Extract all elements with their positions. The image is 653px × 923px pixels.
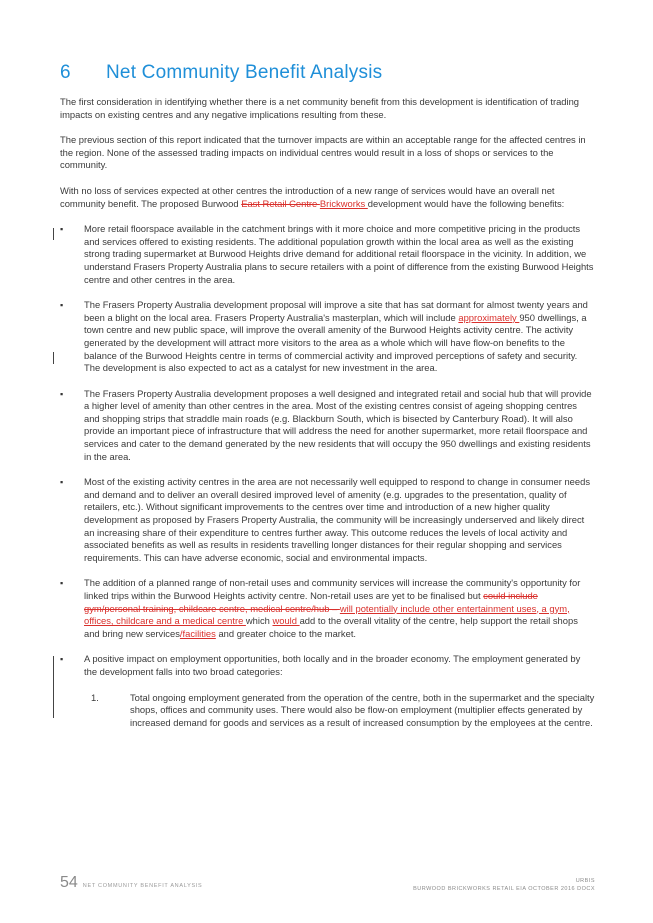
footer-left — [60, 874, 202, 892]
benefits-list — [60, 223, 595, 729]
inserted-text: will potentially include other entertainment uses, a gym, offices, childcare and a medical centre — [84, 602, 570, 627]
footer-document-ref: BURWOOD BRICKWORKS RETAIL EIA OCTOBER 2016 DOCX — [413, 886, 595, 892]
section-title: Net Community Benefit Analysis — [106, 62, 383, 83]
deleted-text: East Retail Centre — [241, 197, 320, 209]
list-item: ▪ A positive impact on employment opportunities, both locally and in the broader economy. The employment generated by the development falls into two broad categories: 1. Total ongoing employment generated from the operation of the centre, both in the supermarket and the specialty shops, offices and community uses. There would also be flow-on employment (multiplier effects generated by increased demand for goods and services as a result of increased consumption by the employees at the centre. — [60, 653, 595, 729]
footer-right — [413, 877, 595, 893]
list-item: ▪ The Frasers Property Australia development proposal will improve a site that has sat dormant for almost twenty years and been a blight on the local area. Frasers Property Australia's masterplan, which will include approximately 950 dwellings, a town centre and new public space, will improve the overall amenity of the Burwood Heights activity centre. The activity generated by the development will attract more visitors to the area as a whole which will have flow-on benefits to the balance of the Burwood Heights centre in terms of commercial activity and improved perceptions of safety and security. The development is also expected to act as a catalyst for new investment in the area. — [60, 299, 595, 375]
turnover-paragraph: The previous section of this report indicated that the turnover impacts are within an acceptable range for the affected centres in the region. None of the assessed trading impacts on individual centres would result in a loss of shops or services to the community. — [60, 134, 586, 171]
list-item: ▪ The Frasers Property Australia development proposes a well designed and integrated retail and social hub that will provide a higher level of amenity than other centres in the area. Most of the existing centres consist of ageing shopping centres and shopping strips that straddle main roads (e.g. Blackburn South, which is bisected by Canterbury Road). It will also provide an important piece of infrastructure that will address the need for another supermarket, more retail floorspace and services and cater to the demand generated by the new residents that will occupy the 950 dwellings and existing residents in the area. — [60, 388, 595, 464]
benefits-intro-paragraph: With no loss of services expected at other centres the introduction of a new range of services would have an overall net community benefit. The proposed Burwood East Retail Centre Brickworks development would have the following benefits: — [60, 184, 565, 209]
page-body — [60, 96, 595, 742]
list-item: ▪ The addition of a planned range of non-retail uses and community services will increase the community's opportunity for linked trips within the Burwood Heights activity centre. Non-retail uses are yet to be finalised but could include gym/personal training, childcare centre, medical centre/hub – will potentially include other entertainment uses, a gym, offices, childcare and a medical centre which would add to the overall vitality of the centre, help support the retail shops and bring new services/facilities and greater choice to the market. — [60, 577, 595, 640]
employment-categories — [84, 692, 595, 730]
section-heading — [60, 62, 382, 84]
numbered-item: 1. Total ongoing employment generated from the operation of the centre, both in the supermarket and the specialty shops, offices and community uses. There would also be flow-on employment (multiplier effects generated by increased demand for goods and services as a result of increased consumption by the employees at the centre. — [91, 691, 595, 728]
deleted-text: could include gym/personal training, childcare centre, medical centre/hub – — [84, 590, 538, 614]
inserted-text: would — [272, 615, 300, 627]
section-number: 6 — [60, 62, 71, 83]
list-item: ▪ Most of the existing activity centres in the area are not necessarily well equipped to respond to change in consumer needs and demand and to deliver an overall desired improved level of amenity (e.g. upgrades to the presentation, quality of retailers, etc.). Without significant improvements to the centres over time and introduction of a new higher quality development as proposed by Frasers Property Australia, the community will be increasingly underserved and likely direct an increasing share of their expenditure to centres further away. This outcome reduces the levels of local activity and associated benefits as well as results in residents travelling longer distances for their regular shopping and services requirements. This can have adverse economic, social and environmental impacts. — [60, 476, 595, 564]
inserted-text: approximately — [458, 311, 520, 323]
page-number: 54 — [60, 874, 78, 891]
footer-company: URBIS — [575, 878, 595, 884]
inserted-text: /facilities — [179, 627, 216, 639]
intro-paragraph: The first consideration in identifying whether there is a net community benefit from this development is identification of trading impacts on existing centres and any negative implications resulting from these. — [60, 96, 580, 120]
inserted-text: Brickworks — [319, 197, 368, 209]
footer-section-label: NET COMMUNITY BENEFIT ANALYSIS — [82, 883, 203, 889]
change-bar — [53, 228, 54, 240]
change-bar — [53, 352, 54, 364]
change-bar — [53, 656, 54, 718]
list-item: ▪ More retail floorspace available in the catchment brings with it more choice and more competitive pricing in the products and services offered to existing residents. The additional population growth within the local area as well as the existing strong trading supermarket at Burwood Heights drive demand for additional retail floorspace in the vicinity. In addition, we understand Frasers Property Australia plans to secure retailers with a point of difference from the existing Burwood Heights centre and other centres in the area. — [60, 223, 595, 286]
